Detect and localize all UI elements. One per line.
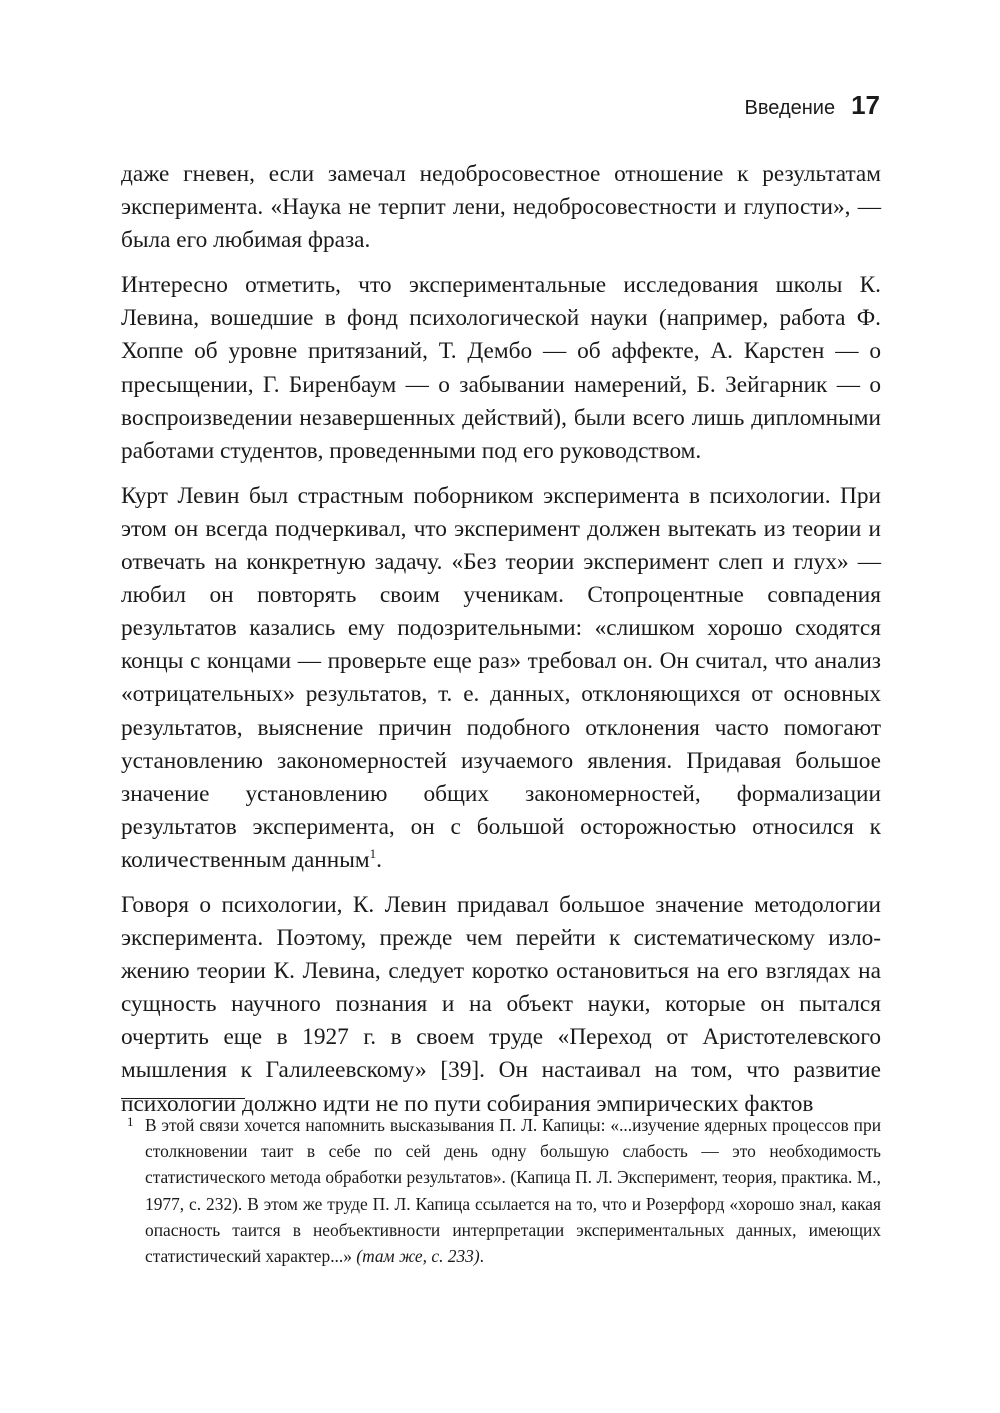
footnote [121,1112,881,1269]
paragraph-4: Говоря о психологии, К. Левин придавал большое значение методологии эксперимента. Поэтому, прежде чем перейти к систематическому изложению теории К. Левина, следует коротко остановиться на его взглядах на сущность научного познания и на объект науки, которые он пытался очертить еще в 1927 г. в своем труде «Переход от Аристотелевского мышления к Галилеевскому» [39]. Он настаивал на том, что развитие психологии должно идти не по пути собирания эмпирических фактов [121,891,881,1117]
section-title: Введение [744,97,836,119]
footnote-citation: (там же, с. 233) [356,1246,480,1267]
page-number: 17 [851,90,880,120]
running-header [745,90,880,121]
paragraph-2: Интересно отметить, что экспериментальные исследования школы К. Левина, вошедшие в фонд психологической науки (например, работа Ф. Хоппе об уровне притязаний, Т. Дембо — об аффекте, А. Карстен — о пресыщении, Г. Биренбаум — о забывании намерений, Б. Зейгарник — о воспроизведении незавершенных действий), были всего лишь дипломными работами студентов, проведенными под его руководством. [121,272,881,464]
footnote-body [145,1112,881,1269]
footnote-end: . [479,1246,484,1267]
footnote-divider [121,1098,245,1099]
paragraph-3-text: Курт Левин был страстным поборником эксперимента в психологии. При этом он всегда подчеркивал, что эксперимент должен вытекать из теории и отвечать на конкретную задачу. «Без теории эксперимент слеп и глух» — любил он повторять своим ученикам. Стопроцентные совпадения результатов казались ему подозрительными: «слишком хорошо сходятся концы с концами — проверьте еще раз» требовал он. Он считал, что анализ «отрицательных» результатов, т. е. данных, отклоняющихся от основных результатов, выяснение причин подобного отклонения часто помогают установлению закономерностей изучаемого явления. Придавая большое значение установлению общих закономерностей, формализации результатов эксперимента, он с большой осторожностью относился к количественным данным [121,482,881,873]
main-text [121,158,881,1133]
footnote-text: В этой связи хочется напомнить высказывания П. Л. Капицы: «...изучение ядерных процессов при столкновении таит в себе по сей день одну большую слабость — это необходимость статистического метода обработки результатов». (Капица П. Л. Эксперимент, теория, практика. М., 1977, с. 232). В этом же труде П. Л. Капица ссылается на то, что и Розерфорд «хорошо знал, какая опасность таится в необъективности интерпретации экспериментальных данных, имеющих статистический характер...» [145,1115,881,1267]
footnote-marker: 1 [127,1114,134,1129]
footnote-reference[interactable]: 1 [369,846,377,862]
paragraph-1: даже гневен, если замечал недобросовестное отношение к результатам эксперимента. «Наука не терпит лени, недобросовестности и глупости», — была его любимая фраза. [121,161,881,254]
paragraph-3: Курт Левин был страстным поборником эксперимента в психологии. При этом он всегда подчеркивал, что эксперимент должен вытекать из теории и отвечать на конкретную задачу. «Без теории эксперимент слеп и глух» — любил он повторять своим ученикам. Стопроцентные совпадения результатов казались ему подозрительными: «слишком хорошо сходятся концы с концами — проверьте еще раз» требовал он. Он считал, что анализ «отрицательных» результатов, т. е. данных, отклоняющихся от основных результатов, выяснение причин подобного отклонения часто помогают установлению закономерностей изучаемого явления. Придавая большое значение установлению общих закономерностей, формализации результатов эксперимента, он с большой осторожностью относился к количественным данным$^1$. [121,482,881,873]
